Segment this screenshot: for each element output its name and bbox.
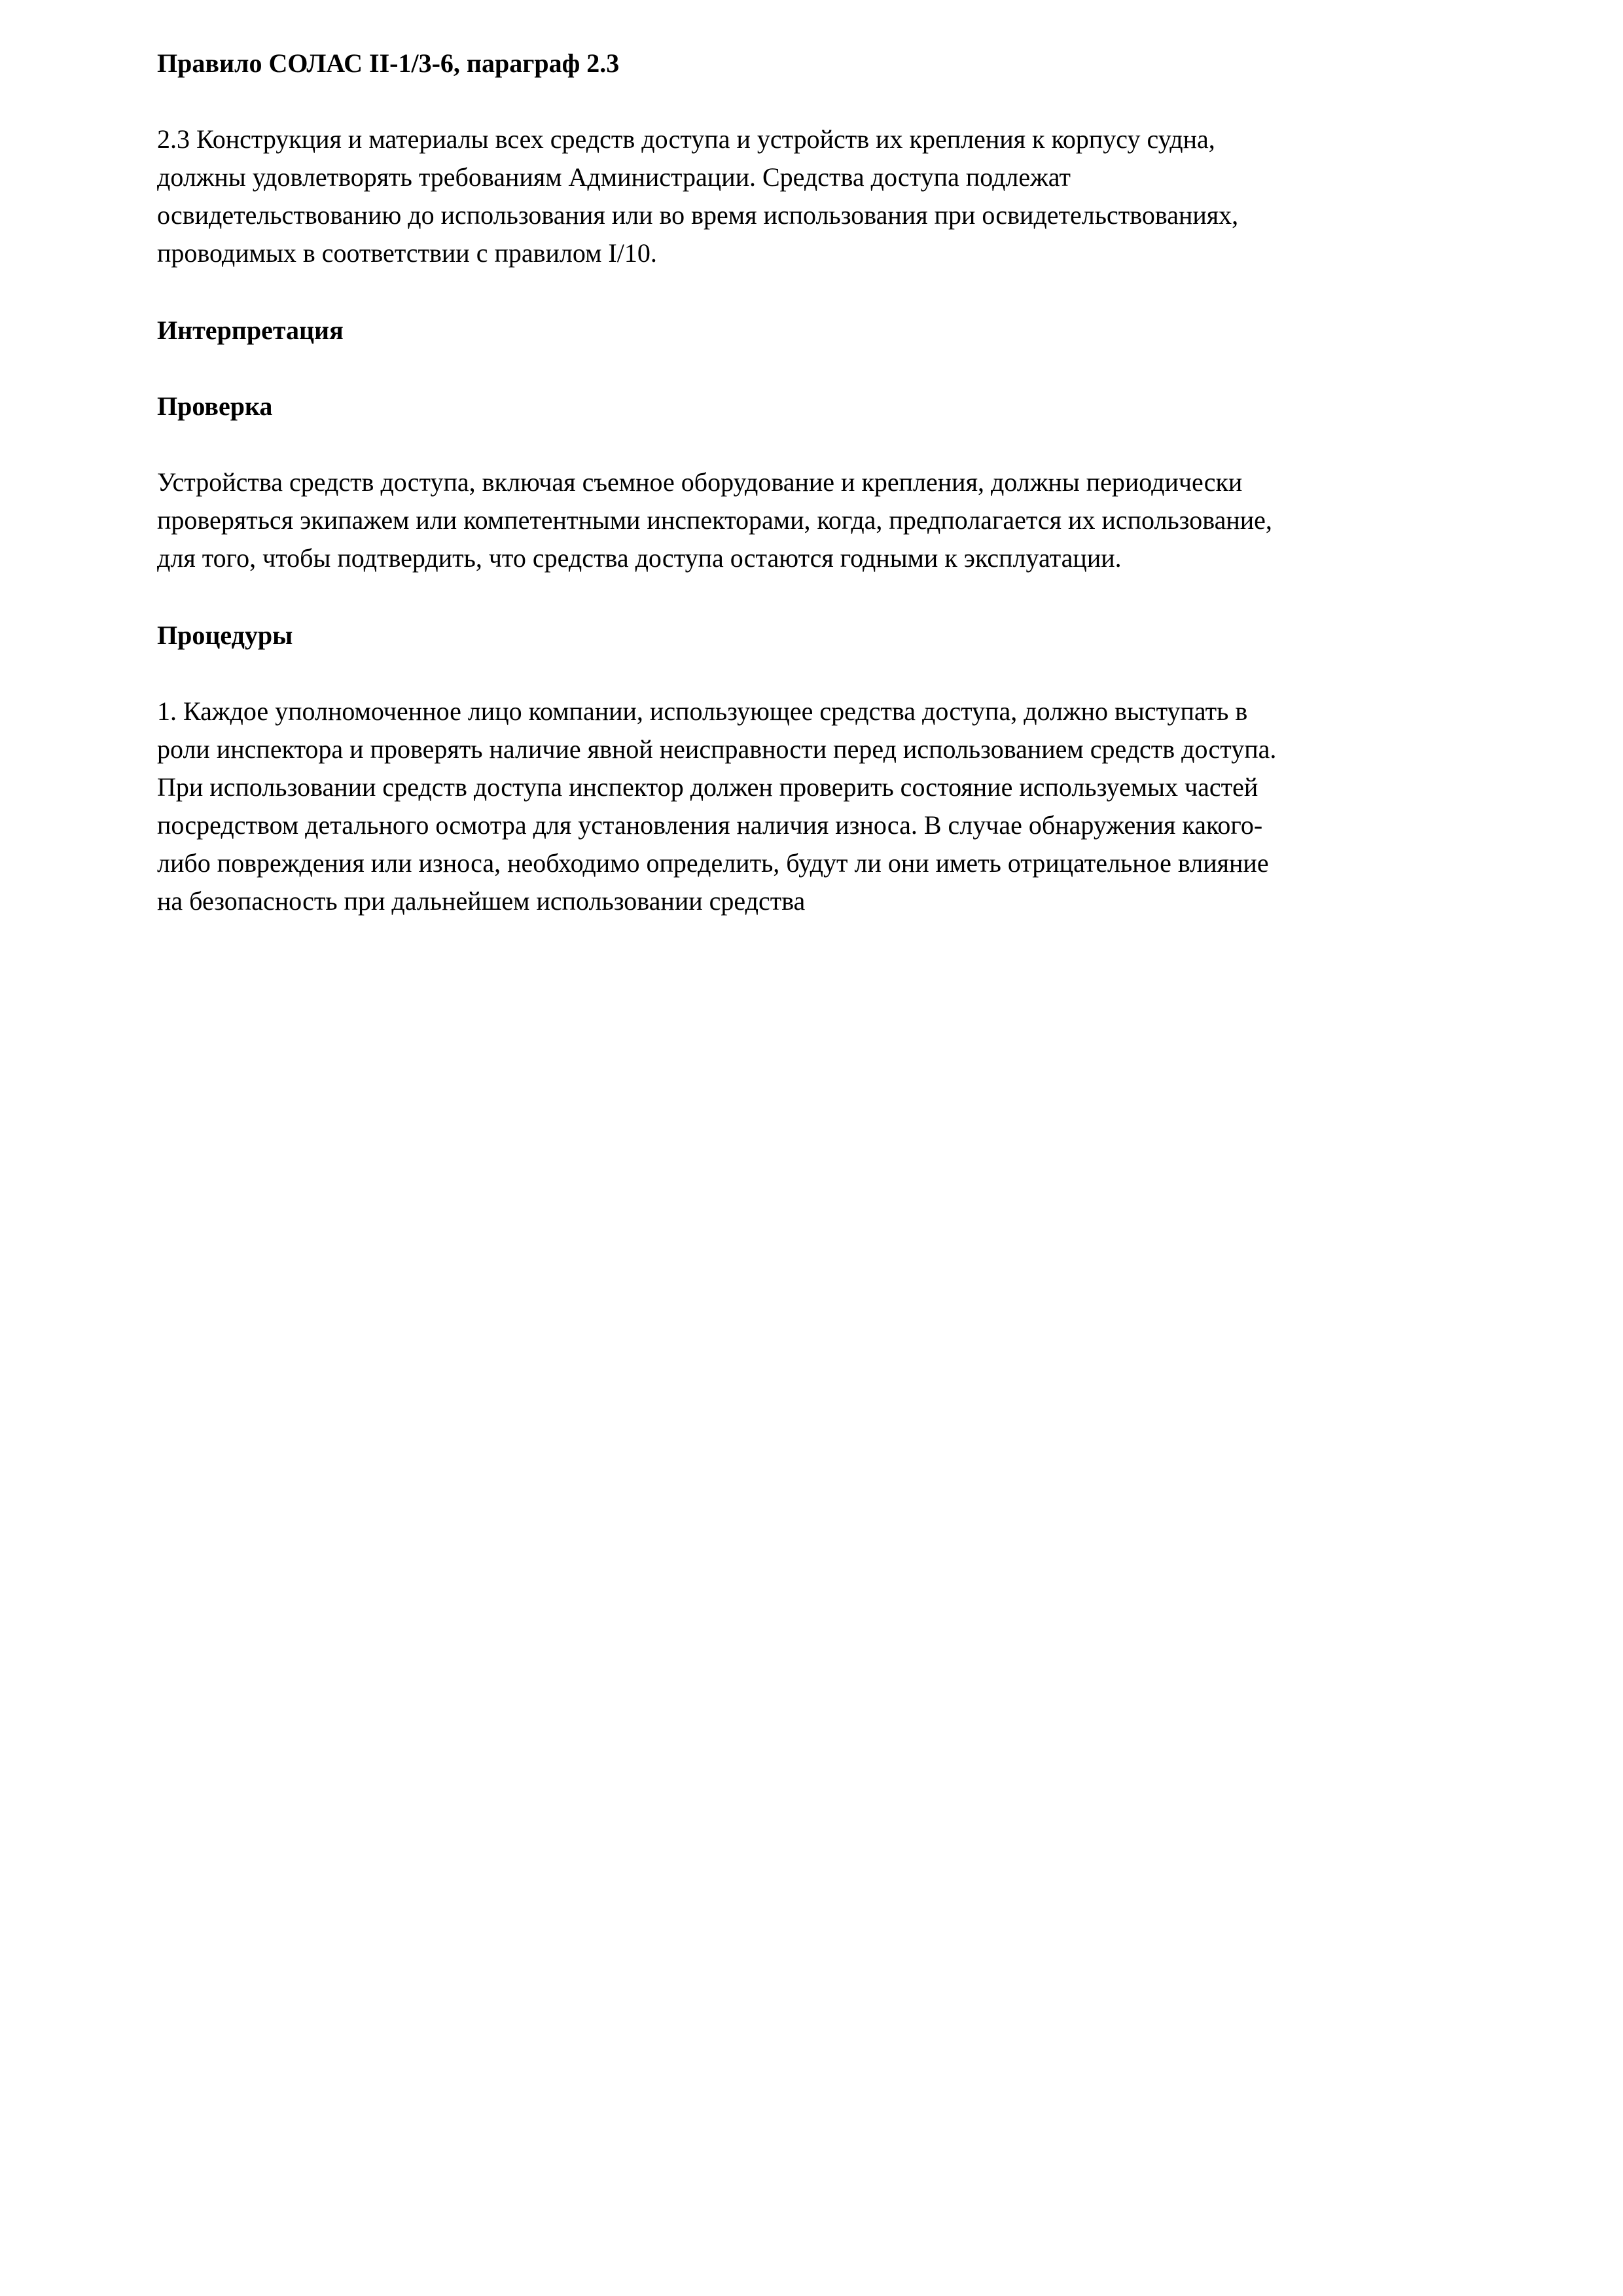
check-heading: Проверка bbox=[157, 391, 273, 421]
rule-paragraph bbox=[157, 120, 1472, 272]
interpretation-heading: Интерпретация bbox=[157, 315, 344, 345]
procedures-heading: Процедуры bbox=[157, 620, 293, 650]
rule-line: проводимых в соответствии с правилом I/10. bbox=[157, 238, 657, 268]
check-line: проверяться экипажем или компетентными инспекторами, когда, предполагается их использование, bbox=[157, 505, 1272, 535]
check-line: Устройства средств доступа, включая съемное оборудование и крепления, должны периодически bbox=[157, 467, 1243, 497]
rule-line: должны удовлетворять требованиям Администрации. Средства доступа подлежат bbox=[157, 162, 1071, 192]
procedure-line: на безопасность при дальнейшем использовании средства bbox=[157, 886, 806, 916]
procedure-line: роли инспектора и проверять наличие явной неисправности перед использованием средств доступа. bbox=[157, 734, 1277, 764]
rule-line: освидетельствованию до использования или во время использования при освидетельствованиях, bbox=[157, 200, 1239, 230]
procedure-1-paragraph bbox=[157, 692, 1472, 920]
document-title: Правило СОЛАС II-1/3-6, параграф 2.3 bbox=[157, 48, 620, 78]
rule-line: 2.3 Конструкция и материалы всех средств доступа и устройств их крепления к корпусу судна, bbox=[157, 124, 1215, 154]
document-page bbox=[157, 45, 1472, 920]
procedure-line: 1. Каждое уполномоченное лицо компании, использующее средства доступа, должно выступать в bbox=[157, 696, 1248, 726]
procedure-line: При использовании средств доступа инспектор должен проверить состояние используемых частей bbox=[157, 772, 1258, 802]
procedure-line: либо повреждения или износа, необходимо определить, будут ли они иметь отрицательное влияние bbox=[157, 848, 1269, 878]
check-paragraph bbox=[157, 463, 1472, 577]
procedure-line: посредством детального осмотра для установления наличия износа. В случае обнаружения какого- bbox=[157, 810, 1263, 840]
check-line: для того, чтобы подтвердить, что средства доступа остаются годными к эксплуатации. bbox=[157, 543, 1122, 573]
